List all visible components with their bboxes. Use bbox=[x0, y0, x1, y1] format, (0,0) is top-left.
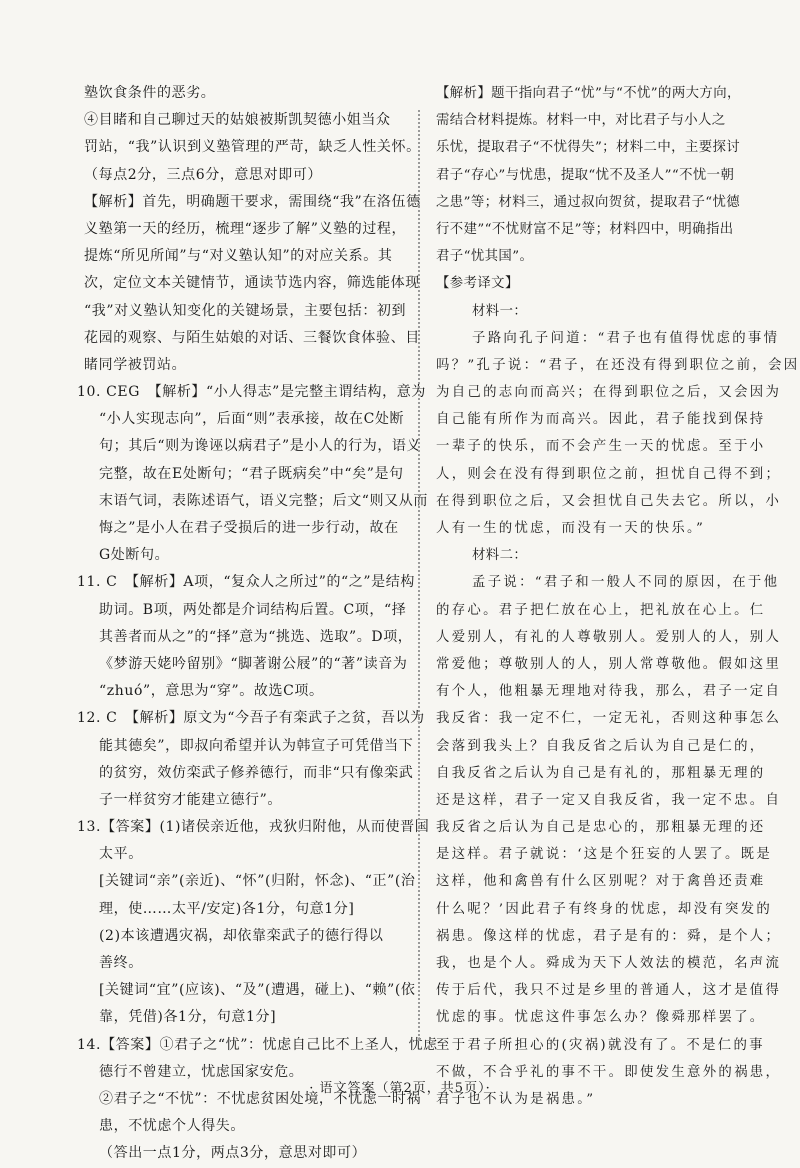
text-line: 14.【答案】①君子之“忧”：忧虑自己比不上圣人，忧虑 bbox=[77, 1036, 438, 1053]
text-line: 句；其后“则为谗诬以病君子”是小人的行为，语义 bbox=[99, 438, 422, 455]
text-line: 材料一： bbox=[472, 303, 528, 319]
text-line: 自我反省之后认为自己是有礼的，那粗暴无理的 bbox=[436, 765, 766, 781]
left-column bbox=[77, 80, 438, 1168]
text-line: 乐忧，提取君子“不忧得失”；材料二中，主要探讨 bbox=[436, 140, 741, 156]
page-footer: · 语文答案（第2页，共5页）· bbox=[309, 1081, 491, 1096]
text-line: 10. CEG 【解析】“小人得志”是完整主谓结构，意为 bbox=[77, 384, 426, 401]
text-line: （每点2分，三点6分，意思对即可） bbox=[84, 166, 323, 183]
text-line: 末语气词，表陈述语气，语义完整；后文“则又从而 bbox=[99, 492, 428, 509]
text-line: 至于君子所担心的(灾祸)就没有了。不是仁的事 bbox=[436, 1037, 765, 1053]
column-divider bbox=[418, 110, 420, 1040]
text-line: 子路向孔子问道：“君子也有值得忧虑的事情 bbox=[472, 330, 780, 346]
text-line: 是这样。君子就说：‘这是个狂妄的人罢了。既是 bbox=[436, 847, 773, 863]
text-line: 行不建”“不忧财富不足”等；材料四中，明确指出 bbox=[436, 221, 734, 237]
text-line: 12. C 【解析】原文为“今吾子有栾武子之贫，吾以为 bbox=[77, 710, 425, 727]
text-line: 什么呢？’因此君子有终身的忧虑，却没有突发的 bbox=[436, 901, 773, 917]
text-line: 我反省：我一定不仁，一定无礼，否则这种事怎么 bbox=[436, 711, 782, 727]
text-line: 常爱他；尊敬别人的人，别人常尊敬他。假如这里 bbox=[436, 656, 782, 672]
text-line: 其善者而从之”的“择”意为“挑选、选取”。D项， bbox=[99, 628, 413, 645]
text-line: 子一样贫穷才能建立德行”。 bbox=[99, 791, 282, 808]
text-line: 有个人，他粗暴无理地对待我，那么，君子一定自 bbox=[436, 684, 782, 700]
text-line: 塾饮食条件的恶劣。 bbox=[84, 85, 216, 101]
text-line: 吗？”孔子说：“君子，在还没有得到职位之前，会因 bbox=[436, 357, 800, 373]
text-line: 义塾第一天的经历，梳理“逐步了解”义塾的过程， bbox=[84, 220, 407, 237]
text-line: [关键词“亲”(亲近)、“怀”(归附，怀念)、“正”(治 bbox=[99, 873, 416, 890]
text-line: ②君子之“不忧”：不忧虑贫困处境，不忧虑一时祸 bbox=[99, 1090, 422, 1107]
text-line: 善终。 bbox=[99, 955, 143, 971]
text-line: 患，不忧虑个人得失。 bbox=[99, 1118, 245, 1135]
text-line: 为自己的志向而高兴；在得到职位之后，又会因为 bbox=[436, 385, 782, 401]
text-line: 传于后代，我只不过是乡里的普通人，这才是值得 bbox=[436, 983, 782, 999]
text-line: 11. C 【解析】A项，“复众人之所过”的“之”是结构 bbox=[77, 574, 415, 591]
text-line: 这样，他和禽兽有什么区别呢？对于禽兽还责难 bbox=[436, 874, 766, 890]
text-line: 睹同学被罚站。 bbox=[84, 356, 187, 373]
text-line: 君子“存心”与忧患，提取“忧不及圣人”“不忧一朝 bbox=[436, 167, 735, 183]
text-line: 的存心。君子把仁放在心上，把礼放在心上。仁 bbox=[436, 602, 766, 618]
text-line: 次，定位文本关键情节，通读节选内容，筛选能体现 bbox=[84, 275, 420, 292]
text-line: 忧虑的事。忧虑这件事怎么办？像舜那样罢了。 bbox=[436, 1010, 766, 1026]
text-line: 【解析】题干指向君子“忧”与“不忧”的两大方向， bbox=[436, 86, 741, 101]
text-line: （答出一点1分，两点3分，意思对即可） bbox=[99, 1145, 367, 1162]
text-line: 还是这样，君子一定又自我反省，我一定不忠。自 bbox=[436, 792, 782, 808]
text-line: 人爱别人，有礼的人尊敬别人。爱别人的人，别人 bbox=[436, 629, 782, 645]
text-line: 人，则会在没有得到职位之前，担忧自己得不到； bbox=[436, 466, 782, 482]
text-line: “小人实现志向”，后面“则”表承接，故在C处断 bbox=[99, 411, 405, 428]
right-column bbox=[436, 80, 800, 1113]
text-line: 会落到我头上？自我反省之后认为自己是仁的， bbox=[436, 738, 766, 754]
text-line: 理，使……太平/安定)各1分，句意1分] bbox=[99, 900, 355, 917]
text-line: 祸患。像这样的忧虑，君子是有的：舜，是个人； bbox=[436, 928, 782, 944]
text-line: “我”对义塾认知变化的关键场景，主要包括：初到 bbox=[84, 302, 407, 319]
text-line: 在得到职位之后，又会担忧自己失去它。所以，小 bbox=[436, 493, 782, 509]
text-line: 助词。B项，两处都是介词结构后置。C项，“择 bbox=[99, 601, 407, 618]
text-line: 【参考译文】 bbox=[436, 276, 519, 292]
text-line: ④目睹和自己聊过天的姑娘被斯凯契德小姐当众 bbox=[84, 112, 391, 129]
text-line: 一辈子的快乐，而不会产生一天的忧虑。至于小 bbox=[436, 439, 766, 455]
text-line: 花园的观察、与陌生姑娘的对话、三餐饮食体验、目 bbox=[84, 329, 420, 346]
text-line: 君子也不认为是祸患。” bbox=[436, 1091, 596, 1107]
text-line: 君子“忧其国”。 bbox=[436, 249, 534, 265]
text-line: [关键词“宜”(应该)、“及”(遭遇，碰上)、“赖”(依 bbox=[99, 982, 416, 999]
text-line: 我，也是个人。舜成为天下人效法的模范，名声流 bbox=[436, 956, 782, 971]
text-line: 【解析】首先，明确题干要求，需围绕“我”在洛伍德 bbox=[84, 193, 421, 210]
text-line: (2)本该遭遇灾祸，却依靠栾武子的德行得以 bbox=[99, 927, 384, 944]
text-line: G处断句。 bbox=[99, 547, 170, 564]
text-line: 完整，故在E处断句；“君子既病矣”中“矣”是句 bbox=[99, 465, 404, 482]
text-line: 罚站，“我”认识到义塾管理的严苛，缺乏人性关怀。 bbox=[84, 139, 421, 156]
text-line: 13.【答案】(1)诸侯亲近他，戎狄归附他，从而使晋国 bbox=[77, 819, 430, 836]
text-line: 需结合材料提炼。材料一中，对比君子与小人之 bbox=[436, 113, 726, 129]
text-line: 孟子说：“君子和一般人不同的原因，在于他 bbox=[472, 575, 780, 591]
text-line: 人有一生的忧虑，而没有一天的快乐。” bbox=[436, 521, 706, 536]
text-line: 自己能有所作为而高兴。因此，君子能找到保持 bbox=[436, 412, 766, 428]
text-line: 我反省之后认为自己是忠心的，那粗暴无理的还 bbox=[436, 820, 766, 836]
text-line: 提炼“所见所闻”与“对义塾认知”的对应关系。其 bbox=[84, 248, 393, 265]
text-line: 不做，不合乎礼的事不干。即使发生意外的祸患， bbox=[436, 1064, 782, 1080]
text-line: 《梦游天姥吟留别》“脚著谢公屐”的“著”读音为 bbox=[99, 655, 408, 672]
text-line: “zhuó”，意思为“穿”。故选C项。 bbox=[99, 683, 324, 700]
text-line: 材料二： bbox=[472, 548, 528, 564]
text-line: 悔之”是小人在君子受损后的进一步行动，故在 bbox=[99, 520, 399, 536]
text-line: 德行不曾建立，忧虑国家安危。 bbox=[99, 1063, 304, 1080]
text-line: 的贫穷，效仿栾武子修养德行，而非“只有像栾武 bbox=[99, 764, 414, 781]
text-line: 太平。 bbox=[99, 846, 143, 863]
text-line: 能其德矣”，即叔向希望并认为韩宣子可凭借当下 bbox=[99, 737, 414, 754]
text-line: 靠，凭借)各1分，句意1分] bbox=[99, 1009, 277, 1026]
text-line: 之患”等；材料三，通过叔向贺贫，提取君子“忧德 bbox=[436, 194, 741, 210]
